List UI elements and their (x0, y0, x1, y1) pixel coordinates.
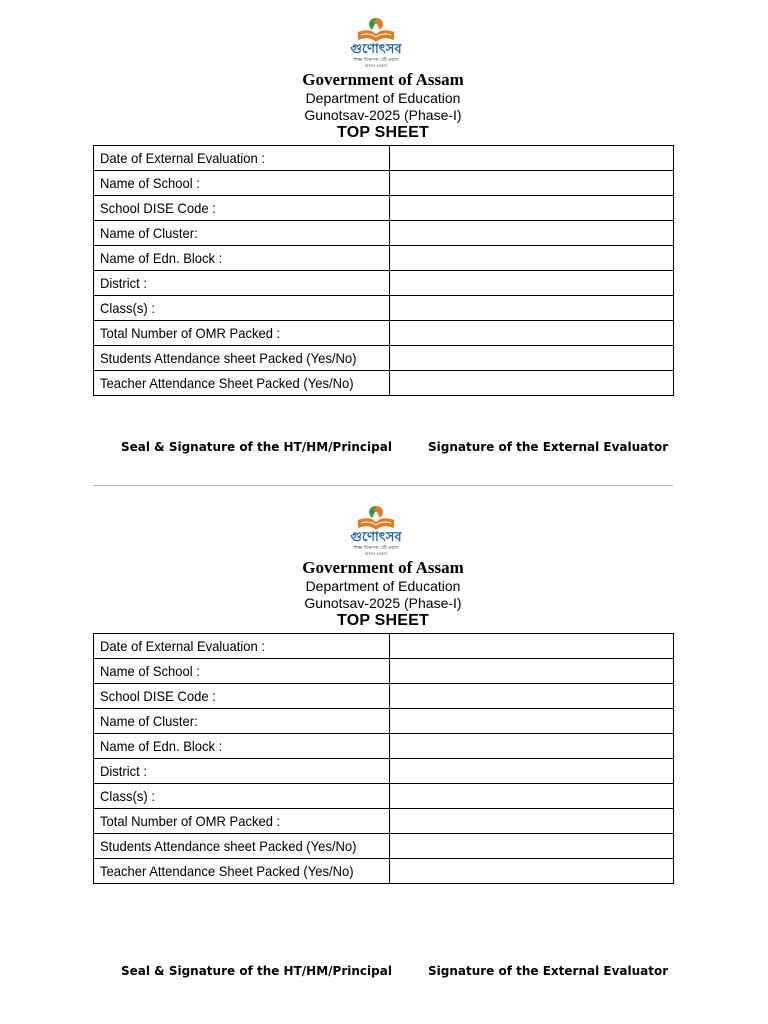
form-row (94, 659, 674, 684)
form-label: Name of Edn. Block : (100, 250, 223, 266)
form-value-cell[interactable] (390, 196, 674, 221)
form-label: Class(s) : (100, 788, 155, 804)
form-label: School DISE Code : (100, 688, 216, 704)
form-row (94, 634, 674, 659)
form-value-cell[interactable] (390, 784, 674, 809)
form-value-cell[interactable] (390, 346, 674, 371)
form-label: Teacher Attendance Sheet Packed (Yes/No) (100, 863, 354, 879)
form-value-cell[interactable] (390, 684, 674, 709)
form-row (94, 146, 674, 171)
seal-signature-principal-label: Seal & Signature of the HT/HM/Principal (121, 964, 392, 978)
form-label: District : (100, 763, 148, 779)
form-row (94, 834, 674, 859)
header-title: Government of Assam (302, 558, 464, 577)
form-row (94, 371, 674, 396)
form-label: Total Number of OMR Packed : (100, 813, 281, 829)
form-value-cell[interactable] (390, 146, 674, 171)
form-row (94, 221, 674, 246)
top-sheet-form (93, 633, 674, 884)
form-value-cell[interactable] (390, 734, 674, 759)
form-label: Total Number of OMR Packed : (100, 325, 281, 341)
form-row (94, 246, 674, 271)
form-row (94, 296, 674, 321)
seal-signature-principal-label: Seal & Signature of the HT/HM/Principal (121, 440, 392, 454)
sheet-title: TOP SHEET (337, 612, 429, 629)
form-row (94, 346, 674, 371)
form-value-cell[interactable] (390, 659, 674, 684)
form-value-cell[interactable] (390, 634, 674, 659)
form-value-cell[interactable] (390, 759, 674, 784)
form-value-cell[interactable] (390, 709, 674, 734)
form-value-cell[interactable] (390, 171, 674, 196)
svg-text:শিক্ষা বিভাগৰ এটি প্ৰয়াস: শিক্ষা বিভাগৰ এটি প্ৰয়াস (353, 58, 399, 63)
signature-evaluator-label: Signature of the External Evaluator (428, 440, 669, 454)
form-value-cell[interactable] (390, 296, 674, 321)
form-row (94, 784, 674, 809)
form-row (94, 684, 674, 709)
form-label: Name of School : (100, 175, 200, 191)
form-label: Students Attendance sheet Packed (Yes/No) (100, 350, 357, 366)
svg-text:শিক্ষা বিভাগৰ এটি প্ৰয়াস: শিক্ষা বিভাগৰ এটি প্ৰয়াস (353, 546, 399, 551)
form-label: Class(s) : (100, 300, 155, 316)
form-row (94, 734, 674, 759)
form-label: District : (100, 275, 148, 291)
header-department: Department of Education (305, 578, 461, 594)
header-program: Gunotsav-2025 (Phase-I) (304, 595, 462, 611)
form-value-cell[interactable] (390, 246, 674, 271)
form-row (94, 859, 674, 884)
sheet-title: TOP SHEET (337, 124, 429, 141)
form-label: School DISE Code : (100, 200, 216, 216)
logo-wordmark: গুণোৎসব (350, 530, 402, 545)
form-row (94, 271, 674, 296)
form-value-cell[interactable] (390, 834, 674, 859)
gunotsav-logo (330, 14, 422, 70)
form-row (94, 709, 674, 734)
header-department: Department of Education (305, 90, 461, 106)
top-sheet-form (93, 145, 674, 396)
form-label: Students Attendance sheet Packed (Yes/No) (100, 838, 357, 854)
svg-text:অসমৰ চৰকাৰ: অসমৰ চৰকাৰ (364, 551, 388, 556)
svg-text:অসমৰ চৰকাৰ: অসমৰ চৰকাৰ (364, 63, 388, 68)
form-value-cell[interactable] (390, 321, 674, 346)
form-value-cell[interactable] (390, 809, 674, 834)
form-row (94, 809, 674, 834)
logo-wordmark: গুণোৎসব (350, 42, 402, 57)
form-label: Date of External Evaluation : (100, 150, 266, 166)
gunotsav-logo (330, 502, 422, 558)
header-program: Gunotsav-2025 (Phase-I) (304, 107, 462, 123)
cut-divider (93, 485, 673, 486)
form-value-cell[interactable] (390, 221, 674, 246)
form-label: Date of External Evaluation : (100, 638, 266, 654)
form-label: Teacher Attendance Sheet Packed (Yes/No) (100, 375, 354, 391)
form-label: Name of Edn. Block : (100, 738, 223, 754)
form-row (94, 171, 674, 196)
form-value-cell[interactable] (390, 271, 674, 296)
form-value-cell[interactable] (390, 371, 674, 396)
form-row (94, 759, 674, 784)
form-label: Name of Cluster: (100, 713, 198, 729)
form-value-cell[interactable] (390, 859, 674, 884)
header-title: Government of Assam (302, 70, 464, 89)
form-label: Name of School : (100, 663, 200, 679)
form-label: Name of Cluster: (100, 225, 198, 241)
signature-evaluator-label: Signature of the External Evaluator (428, 964, 669, 978)
form-row (94, 321, 674, 346)
form-row (94, 196, 674, 221)
